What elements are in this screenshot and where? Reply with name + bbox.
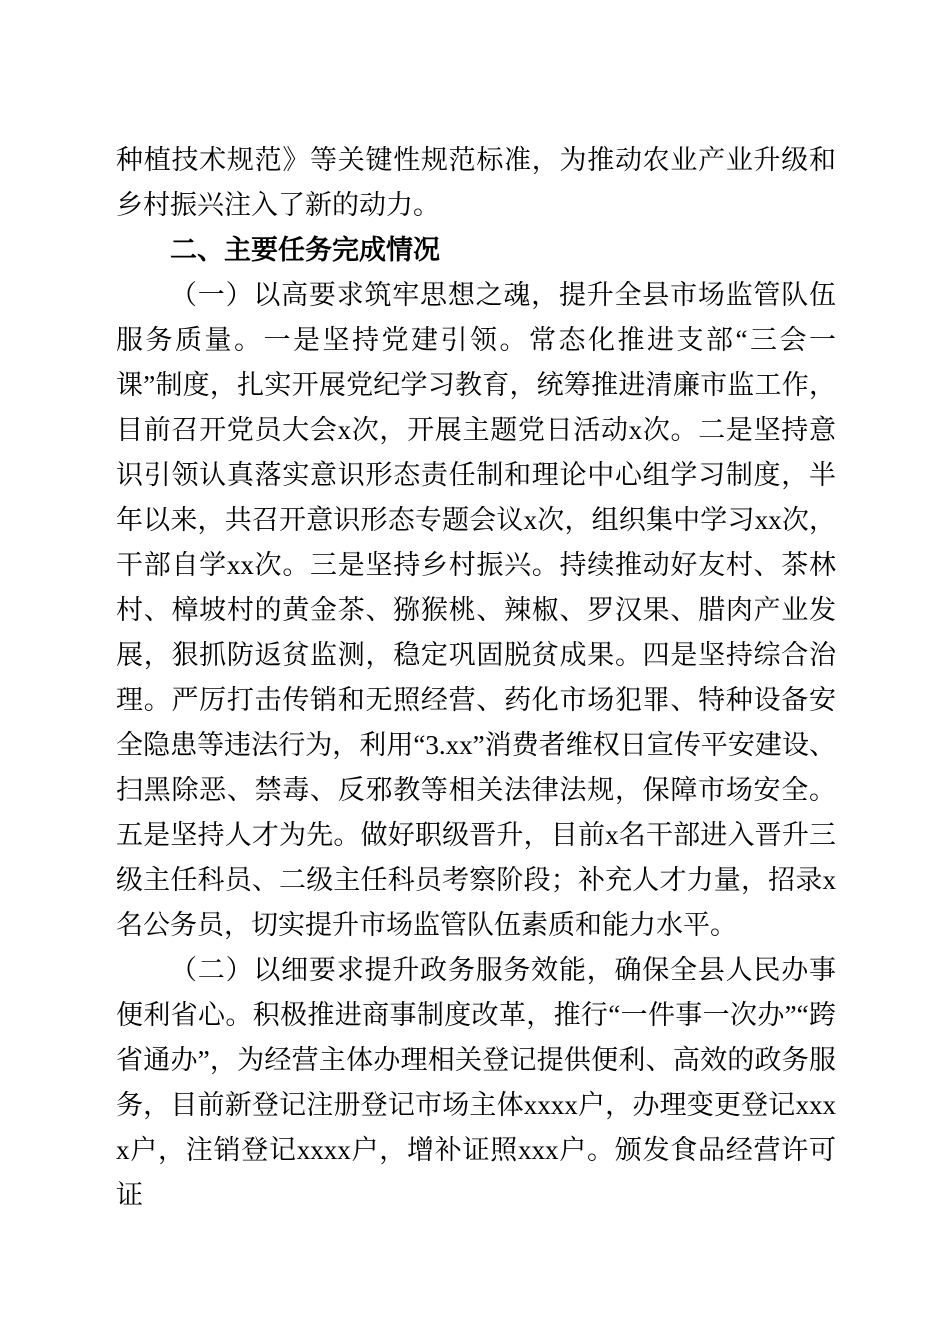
paragraph-section-2: （二）以细要求提升政务服务效能，确保全县人民办事便利省心。积极推进商事制度改革，推行“一件事一次办”“跨省通办”，为经营主体办理相关登记提供便利、高效的政务服务，目前新登记注册登记市场主体xxxx户，办理变更登记xxxx户，注销登记xxxx户，增补证照xxx户。颁发食品经营许可证 — [116, 955, 836, 1210]
section-heading: 二、主要任务完成情况 — [170, 235, 440, 265]
paragraph-continuation: 种植技术规范》等关键性规范标准，为推动农业产业升级和乡村振兴注入了新的动力。 — [116, 145, 836, 220]
paragraph-section-1: （一）以高要求筑牢思想之魂，提升全县市场监管队伍服务质量。一是坚持党建引领。常态化推进支部“三会一课”制度，扎实开展党纪学习教育，统筹推进清廉市监工作，目前召开党员大会x次，开展主题党日活动x次。二是坚持意识引领认真落实意识形态责任制和理论中心组学习制度，半年以来，共召开意识形态专题会议x次，组织集中学习xx次，干部自学xx次。三是坚持乡村振兴。持续推动好友村、茶林村、樟坡村的黄金茶、猕猴桃、辣椒、罗汉果、腊肉产业发展，狠抓防返贫监测，稳定巩固脱贫成果。四是坚持综合治理。严厉打击传销和无照经营、药化市场犯罪、特种设备安全隐患等违法行为，利用“3.xx”消费者维权日宣传平安建设、扫黑除恶、禁毒、反邪教等相关法律法规，保障市场安全。五是坚持人才为先。做好职级晋升，目前x名干部进入晋升三级主任科员、二级主任科员考察阶段；补充人才力量，招录x名公务员，切实提升市场监管队伍素质和能力水平。 — [116, 280, 836, 940]
